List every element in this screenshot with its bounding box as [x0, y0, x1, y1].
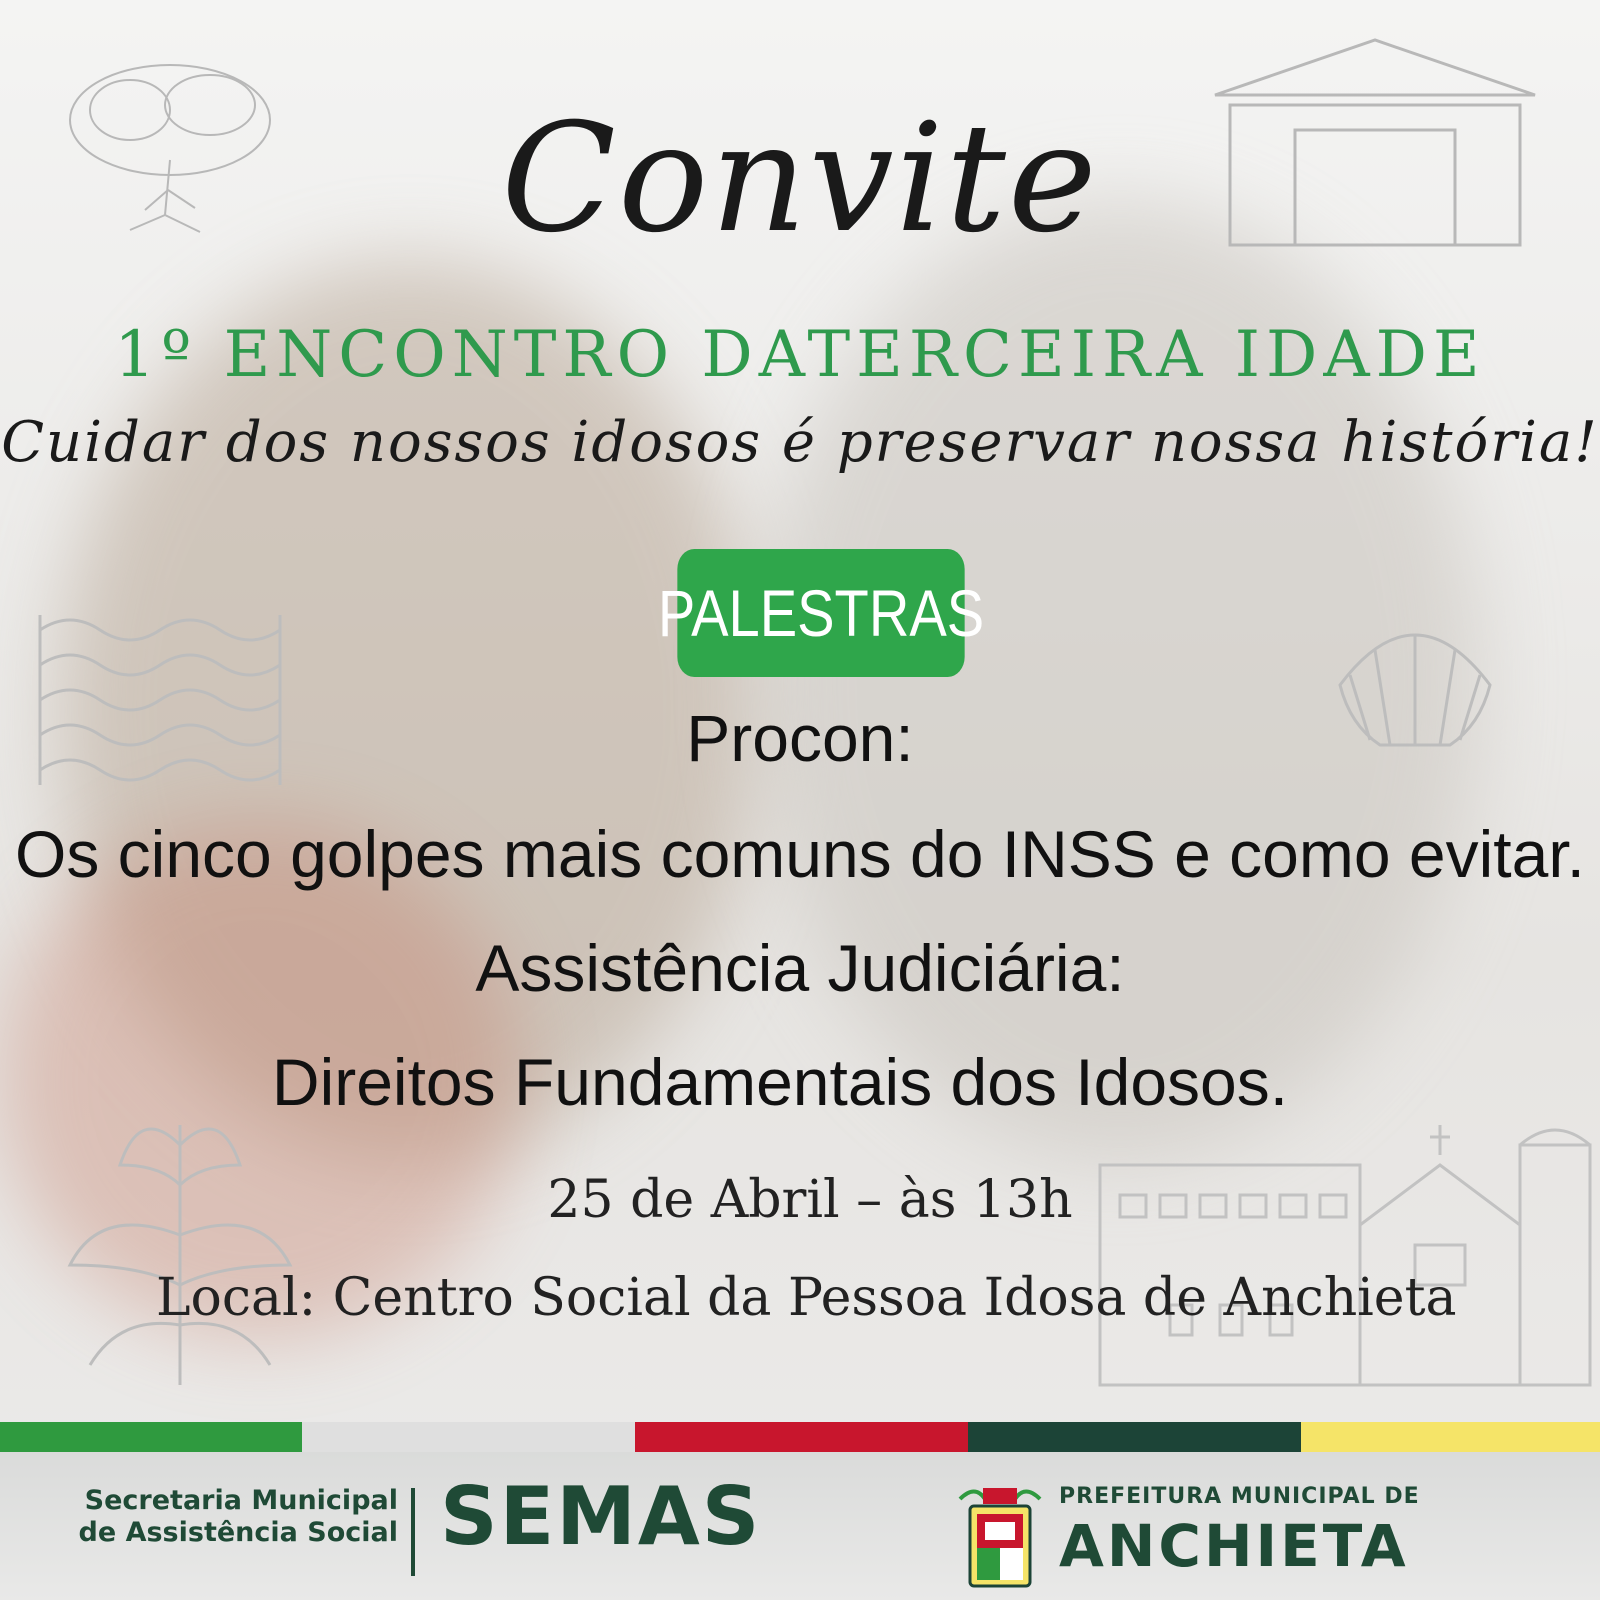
- event-date-time: 25 de Abril – às 13h: [547, 1170, 1073, 1230]
- church-icon: [1060, 1105, 1600, 1395]
- event-tagline: Cuidar dos nossos idosos é preservar nossa história!: [1, 410, 1599, 475]
- prefeitura-label: PREFEITURA MUNICIPAL DE: [1059, 1484, 1420, 1509]
- plant-icon: [60, 1085, 300, 1395]
- stripe-dark-green: [968, 1422, 1301, 1452]
- stripe-yellow: [1301, 1422, 1600, 1452]
- semas-line-1: Secretaria Municipal: [84, 1485, 398, 1516]
- semas-line-2: de Assistência Social: [78, 1517, 398, 1548]
- flag-color-stripe: [0, 1422, 1600, 1452]
- anchieta-coat-of-arms-icon: [955, 1484, 1045, 1594]
- stripe-red: [635, 1422, 968, 1452]
- event-title: 1º ENCONTRO DATERCEIRA IDADE: [114, 318, 1486, 392]
- stripe-white: [302, 1422, 635, 1452]
- city-name: ANCHIETA: [1059, 1512, 1409, 1580]
- semas-logo-text: SEMAS: [440, 1470, 762, 1563]
- talk-2-organization: Assistência Judiciária:: [475, 931, 1125, 1005]
- event-location: Local: Centro Social da Pessoa Idosa de Anchieta: [156, 1268, 1457, 1328]
- talks-badge: PALESTRAS: [677, 549, 964, 677]
- talk-1-organization: Procon:: [686, 701, 914, 775]
- stripe-green: [0, 1422, 302, 1452]
- talk-1-topic: Os cinco golpes mais comuns do INSS e como evitar.: [14, 817, 1585, 891]
- semas-full-name: [58, 1485, 398, 1549]
- semas-divider: [411, 1488, 415, 1576]
- invitation-script-title: Convite: [501, 92, 1099, 266]
- talk-2-topic: Direitos Fundamentais dos Idosos.: [271, 1045, 1289, 1119]
